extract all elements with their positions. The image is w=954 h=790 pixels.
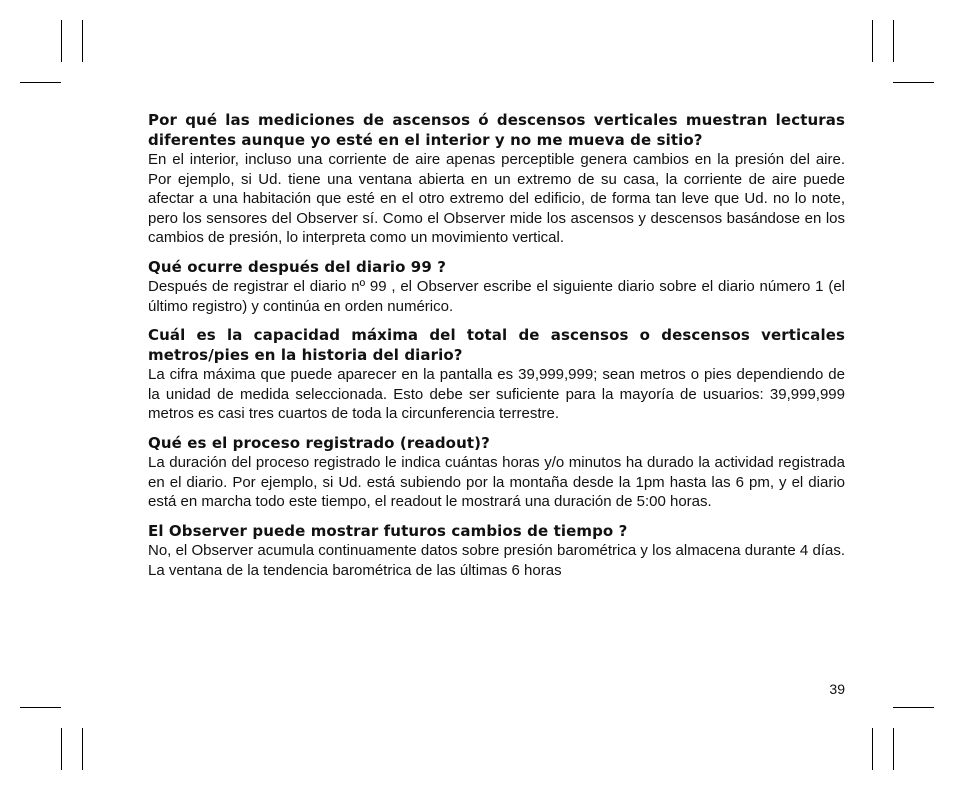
faq-answer: En el interior, incluso una corriente de aire apenas perceptible genera cambios en la presión del aire. Por ejemplo, si Ud. tiene una ventana abierta en un extremo de su casa, la corriente de aire puede afectar a una habitación que esté en el otro extremo del edificio, de forma tan leve que Ud. no lo note, pero los sensores del Observer sí. Como el Observer mide los ascensos y descensos basándose en los cambios de presión, lo interpreta como un movimiento vertical. (148, 151, 845, 246)
crop-mark (61, 728, 62, 770)
page-number: 39 (829, 681, 845, 697)
faq-answer: La duración del proceso registrado le indica cuántas horas y/o minutos ha durado la actividad registrada en el diario. Por ejemplo, si Ud. está subiendo por la montaña desde la 1pm hasta las 6 pm, y el diario está en marcha todo este tiempo, el readout le mostrará una duración de 5:00 horas. (148, 454, 845, 510)
crop-mark (20, 707, 61, 708)
crop-mark (82, 728, 83, 770)
faq-question: Por qué las mediciones de ascensos ó descensos verticales muestran lecturas diferentes aunque yo esté en el interior y no me mueva de sitio? (148, 111, 845, 149)
crop-mark (893, 728, 894, 770)
crop-mark (893, 20, 894, 62)
faq-question: Cuál es la capacidad máxima del total de ascensos o descensos verticales metros/pies en la historia del diario? (148, 326, 845, 364)
faq-question: Qué ocurre después del diario 99 ? (148, 257, 447, 276)
faq-section (148, 522, 845, 581)
faq-section (148, 326, 845, 424)
faq-section (148, 434, 845, 512)
crop-mark (872, 20, 873, 62)
crop-mark (82, 20, 83, 62)
crop-mark (893, 82, 934, 83)
faq-content (148, 111, 845, 590)
faq-section (148, 258, 845, 317)
faq-question: El Observer puede mostrar futuros cambios de tiempo ? (148, 521, 628, 540)
crop-mark (893, 707, 934, 708)
faq-answer: Después de registrar el diario nº 99 , el Observer escribe el siguiente diario sobre el diario número 1 (el último registro) y continúa en orden numérico. (148, 278, 845, 315)
crop-mark (20, 82, 61, 83)
crop-mark (872, 728, 873, 770)
crop-mark (61, 20, 62, 62)
faq-answer: No, el Observer acumula continuamente datos sobre presión barométrica y los almacena durante 4 días. La ventana de la tendencia barométrica de las últimas 6 horas (148, 542, 845, 579)
faq-section (148, 111, 845, 248)
faq-question: Qué es el proceso registrado (readout)? (148, 433, 490, 452)
faq-answer: La cifra máxima que puede aparecer en la pantalla es 39,999,999; sean metros o pies dependiendo de la unidad de medida seleccionada. Esto debe ser suficiente para la mayoría de usuarios: 39,999,999 metros es casi tres cuartos de toda la circunferencia terrestre. (148, 366, 845, 422)
